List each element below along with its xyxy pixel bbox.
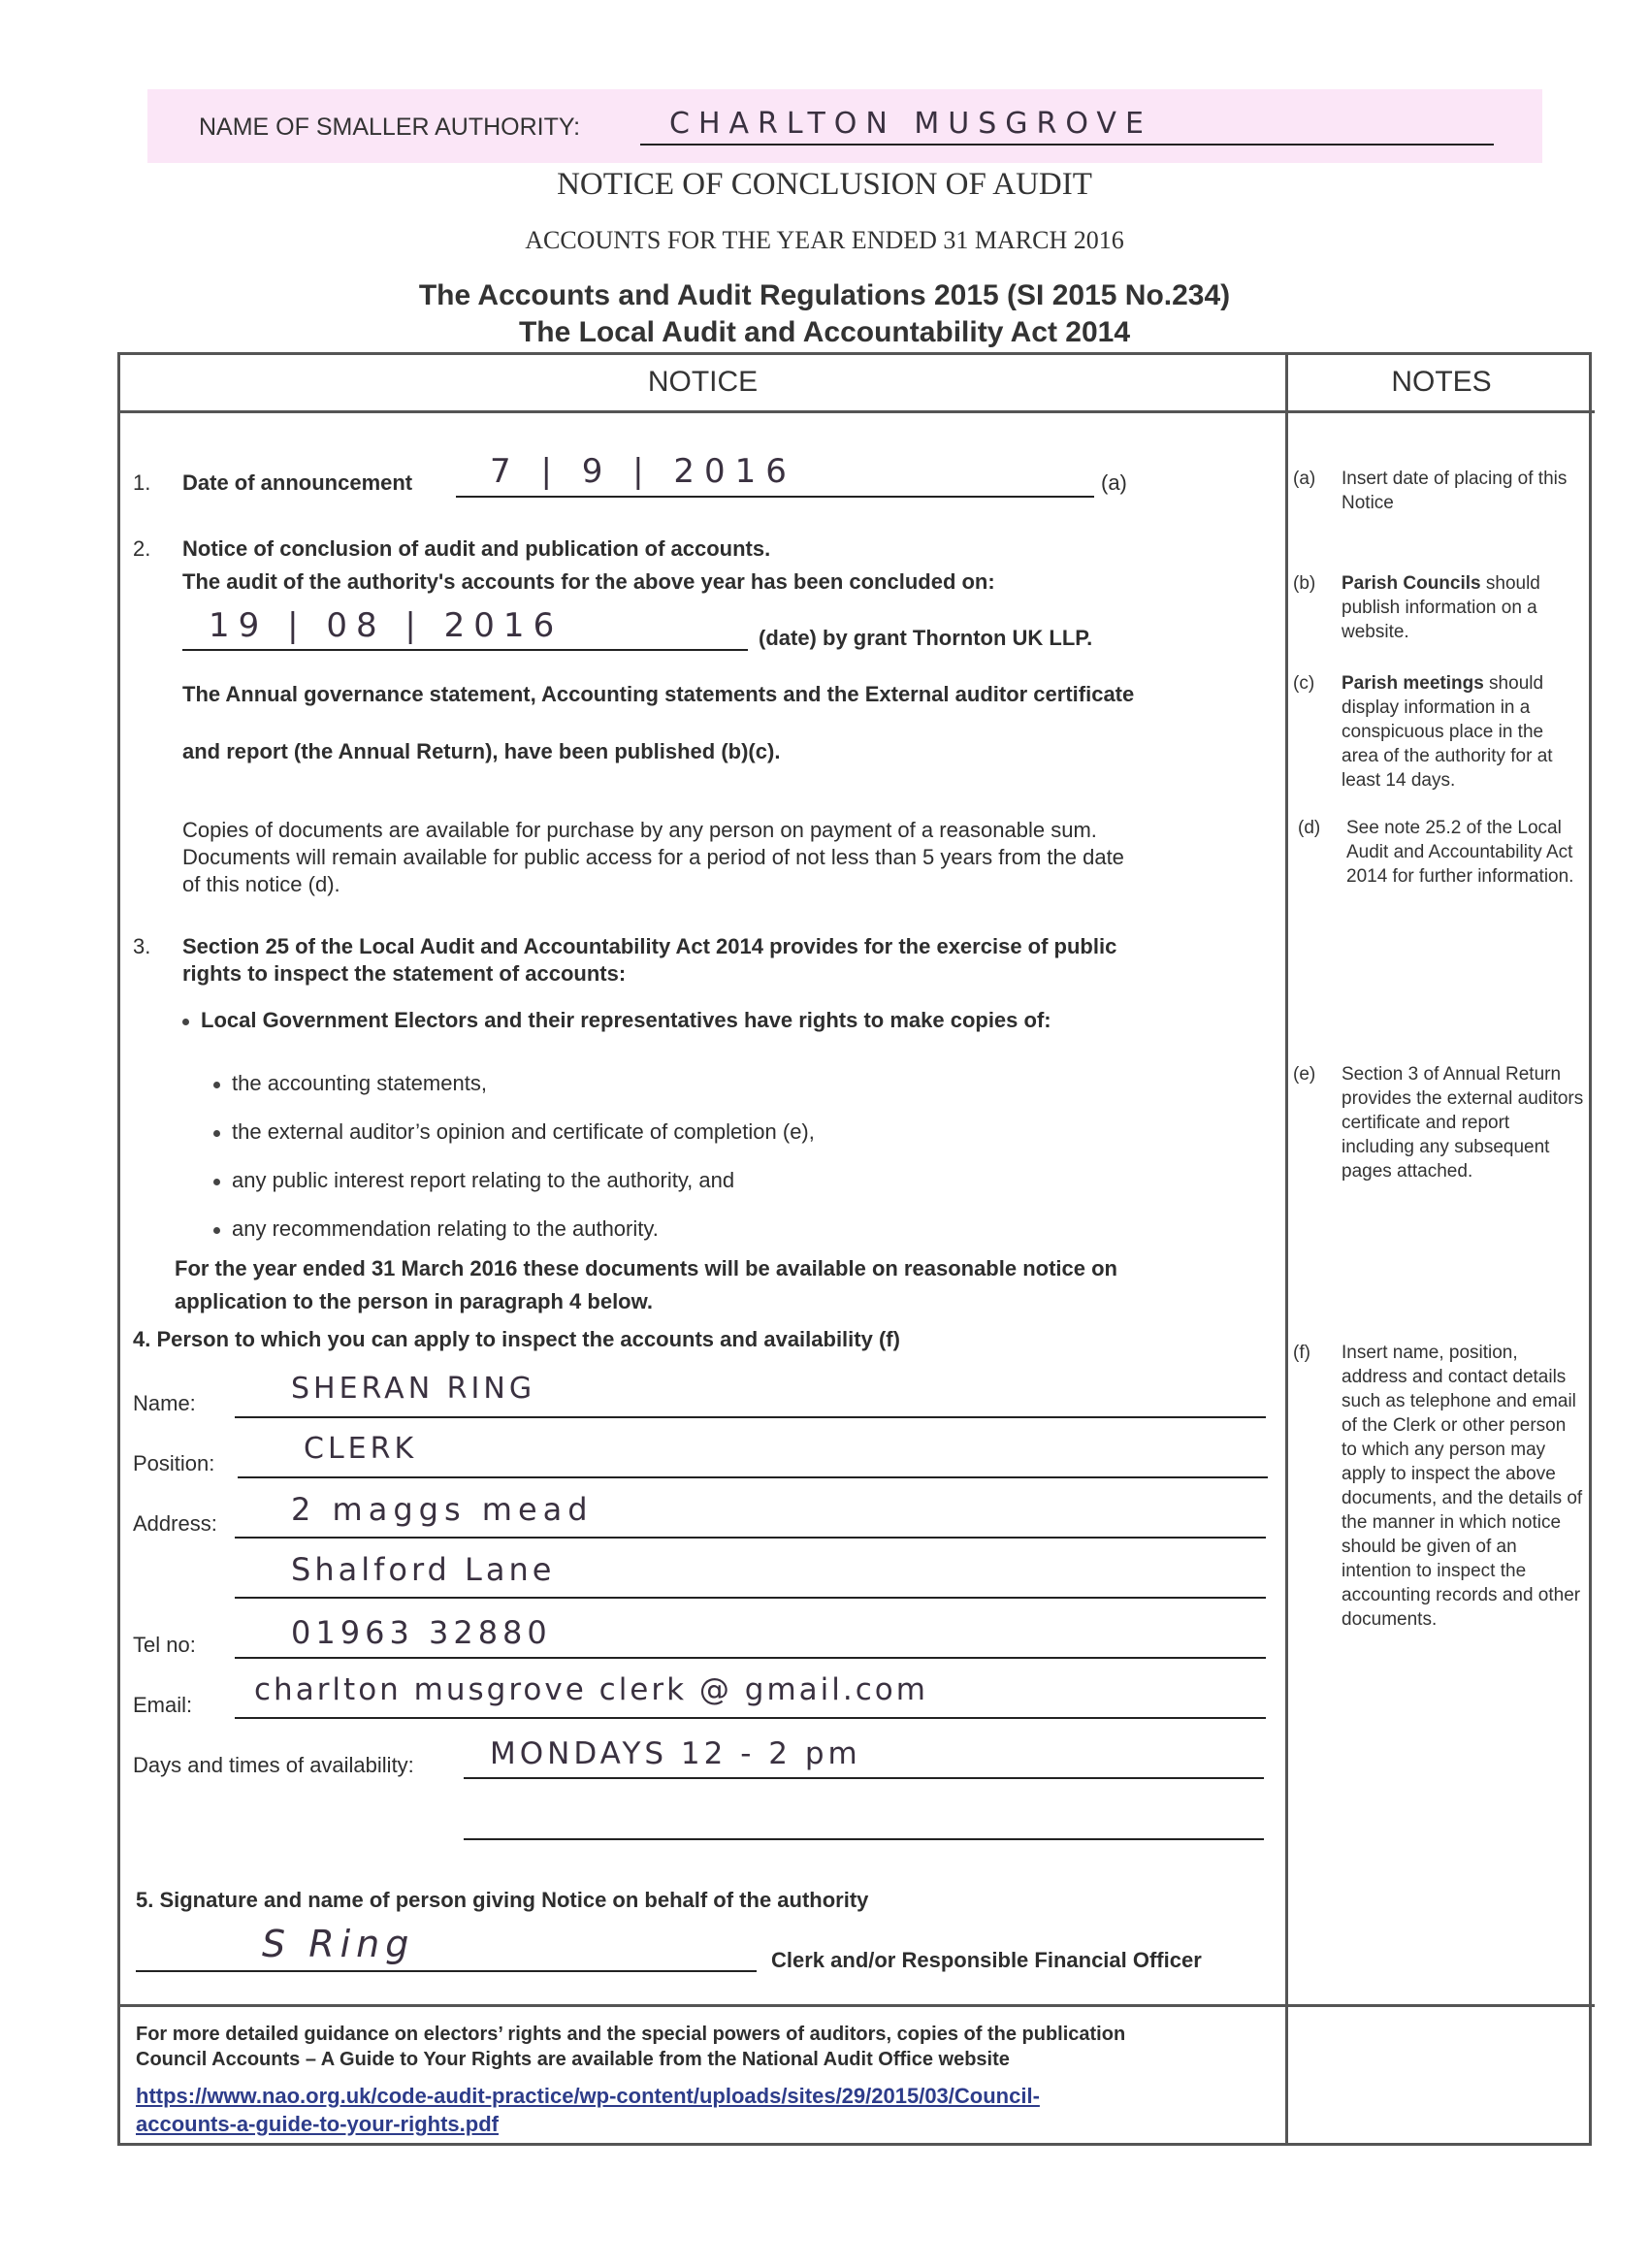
section3-heading-1: Section 25 of the Local Audit and Accountability Act 2014 provides for the exercise of public: [182, 934, 1117, 958]
availability-line-1: For the year ended 31 March 2016 these documents will be available on reasonable notice on: [175, 1256, 1117, 1280]
position-line: [238, 1476, 1268, 1478]
note-body: [1346, 816, 1589, 889]
electors-rights: [182, 1008, 1051, 1032]
note-body: [1342, 671, 1584, 793]
section5-heading: 5. Signature and name of person giving Notice on behalf of the authority: [136, 1888, 869, 1912]
address-line-1: [235, 1537, 1266, 1539]
note-f: [1293, 1341, 1594, 1709]
copies-line-3: of this notice (d).: [182, 872, 340, 896]
rights-item-text: the external auditor’s opinion and certificate of completion (e),: [232, 1119, 815, 1144]
section2-line1: The audit of the authority's accounts for the above year has been concluded on:: [182, 569, 995, 594]
name-line: [235, 1416, 1266, 1418]
note-body: [1342, 467, 1584, 515]
note-label: (d): [1298, 818, 1321, 838]
bullet-icon: [213, 1082, 220, 1088]
position-field[interactable]: CLERK: [304, 1432, 418, 1466]
note-body: [1342, 1062, 1584, 1183]
rights-item-text: any public interest report relating to the authority, and: [232, 1168, 735, 1192]
signature-role: Clerk and/or Responsible Financial Officer: [771, 1948, 1202, 1972]
section3-heading-2: rights to inspect the statement of accounts:: [182, 961, 627, 986]
electors-rights-text: Local Government Electors and their representatives have rights to make copies of:: [201, 1008, 1051, 1032]
audit-date-line: [182, 649, 748, 651]
rights-item: [213, 1119, 815, 1144]
note-text: should display information in a conspicuous place in the area of the authority for at least 14 days.: [1342, 673, 1553, 791]
note-label: (e): [1293, 1064, 1316, 1085]
section1-label: Date of announcement: [182, 470, 413, 495]
note-label: (c): [1293, 673, 1315, 694]
regulation-line-2: The Local Audit and Accountability Act 2014: [518, 316, 1131, 348]
note-bold: Parish Councils: [1342, 573, 1481, 594]
tel-label: Tel no:: [133, 1633, 196, 1657]
section2-heading: Notice of conclusion of audit and publication of accounts.: [182, 536, 771, 561]
note-body: [1342, 1341, 1584, 1632]
notes-column-header: NOTES: [1391, 366, 1492, 398]
published-line-2: and report (the Annual Return), have been published (b)(c).: [182, 739, 781, 763]
page-subtitle: ACCOUNTS FOR THE YEAR ENDED 31 MARCH 2016: [525, 226, 1124, 254]
note-bold: Parish meetings: [1342, 673, 1484, 694]
authority-label: NAME OF SMALLER AUTHORITY:: [199, 113, 581, 141]
position-label: Position:: [133, 1451, 215, 1475]
bullet-icon: [213, 1227, 220, 1234]
tel-line: [235, 1657, 1266, 1659]
bullet-icon: [213, 1130, 220, 1137]
bullet-icon: [182, 1019, 189, 1025]
address-line-2: [235, 1597, 1266, 1599]
email-label: Email:: [133, 1693, 193, 1717]
header-divider: [117, 410, 1595, 413]
address-label: Address:: [133, 1511, 217, 1536]
note-text: should publish information on a website.: [1342, 573, 1540, 642]
days-line-1: [464, 1777, 1264, 1779]
note-body: [1342, 571, 1584, 644]
note-label: (a): [1293, 469, 1316, 489]
guidance-line-1: For more detailed guidance on electors’ rights and the special powers of auditors, copies of the publication: [136, 2024, 1126, 2045]
days-label: Days and times of availability:: [133, 1753, 414, 1777]
announcement-date-value[interactable]: 7 | 9 | 2016: [490, 452, 796, 491]
address-field-2[interactable]: Shalford Lane: [291, 1551, 556, 1588]
note-text: See note 25.2 of the Local Audit and Accountability Act 2014 for further information.: [1346, 818, 1574, 887]
rights-item-text: the accounting statements,: [232, 1071, 487, 1095]
name-label: Name:: [133, 1391, 196, 1415]
column-divider: [1285, 352, 1288, 2146]
audit-date-suffix: (date) by grant Thornton UK LLP.: [759, 626, 1093, 650]
section4-heading: 4. Person to which you can apply to inspect the accounts and availability (f): [133, 1327, 900, 1351]
authority-value: CHARLTON MUSGROVE: [669, 107, 1152, 141]
signature-line: [136, 1970, 757, 1972]
section1-number: 1.: [133, 470, 151, 495]
copies-line-1: Copies of documents are available for purchase by any person on payment of a reasonable sum.: [182, 818, 1097, 842]
rights-item: [213, 1168, 734, 1192]
note-a: [1293, 467, 1594, 525]
rights-item-text: any recommendation relating to the authority.: [232, 1216, 659, 1241]
section2-number: 2.: [133, 536, 151, 561]
nao-guide-link[interactable]: [136, 2082, 1040, 2138]
tel-field[interactable]: 01963 32880: [291, 1614, 552, 1651]
address-field-1[interactable]: 2 maggs mead: [291, 1491, 594, 1528]
note-label: (b): [1293, 573, 1316, 594]
audit-conclusion-date[interactable]: 19 | 08 | 2016: [209, 606, 564, 645]
note-e: [1293, 1062, 1594, 1237]
signature: S Ring: [262, 1923, 415, 1965]
days-line-2: [464, 1838, 1264, 1840]
availability-line-2: application to the person in paragraph 4 below.: [175, 1289, 654, 1313]
page-title: NOTICE OF CONCLUSION OF AUDIT: [557, 167, 1092, 202]
note-b: [1293, 571, 1594, 649]
rights-item: [213, 1216, 659, 1241]
copies-line-2: Documents will remain available for public access for a period of not less than 5 years from the date: [182, 845, 1124, 869]
footer-divider: [117, 2004, 1595, 2007]
days-field[interactable]: MONDAYS 12 - 2 pm: [490, 1736, 861, 1771]
bullet-icon: [213, 1179, 220, 1185]
note-label: (f): [1293, 1343, 1310, 1363]
note-c: [1293, 671, 1594, 797]
rights-item: [213, 1071, 487, 1095]
regulation-line-1: The Accounts and Audit Regulations 2015 (SI 2015 No.234): [418, 279, 1231, 311]
guidance-line-2: Council Accounts – A Guide to Your Rights are available from the National Audit Office website: [136, 2049, 1010, 2070]
email-line: [235, 1717, 1266, 1719]
nao-guide-link-line-2[interactable]: accounts-a-guide-to-your-rights.pdf: [136, 2112, 499, 2136]
announcement-date-line: [456, 496, 1094, 498]
note-text: Insert date of placing of this Notice: [1342, 469, 1568, 513]
email-field[interactable]: charlton musgrove clerk @ gmail.com: [254, 1672, 928, 1707]
published-line-1: The Annual governance statement, Accounting statements and the External auditor certificate: [182, 682, 1135, 706]
note-text: Insert name, position, address and contact details such as telephone and email of the Clerk or other person to which any person may apply to inspect the above documents, and the details of the manner in which notice should be given of an intention to inspect the accounting records and other documents.: [1342, 1343, 1583, 1630]
note-text: Section 3 of Annual Return provides the external auditors certificate and report including any subsequent pages attached.: [1342, 1064, 1584, 1182]
name-field[interactable]: SHERAN RING: [291, 1372, 536, 1406]
authority-underline: [640, 144, 1494, 146]
section3-number: 3.: [133, 934, 151, 958]
section1-ref: (a): [1101, 470, 1127, 495]
notice-column-header: NOTICE: [647, 366, 759, 398]
note-d: [1298, 816, 1594, 923]
nao-guide-link-line-1[interactable]: https://www.nao.org.uk/code-audit-practice/wp-content/uploads/sites/29/2015/03/Council-: [136, 2084, 1040, 2108]
